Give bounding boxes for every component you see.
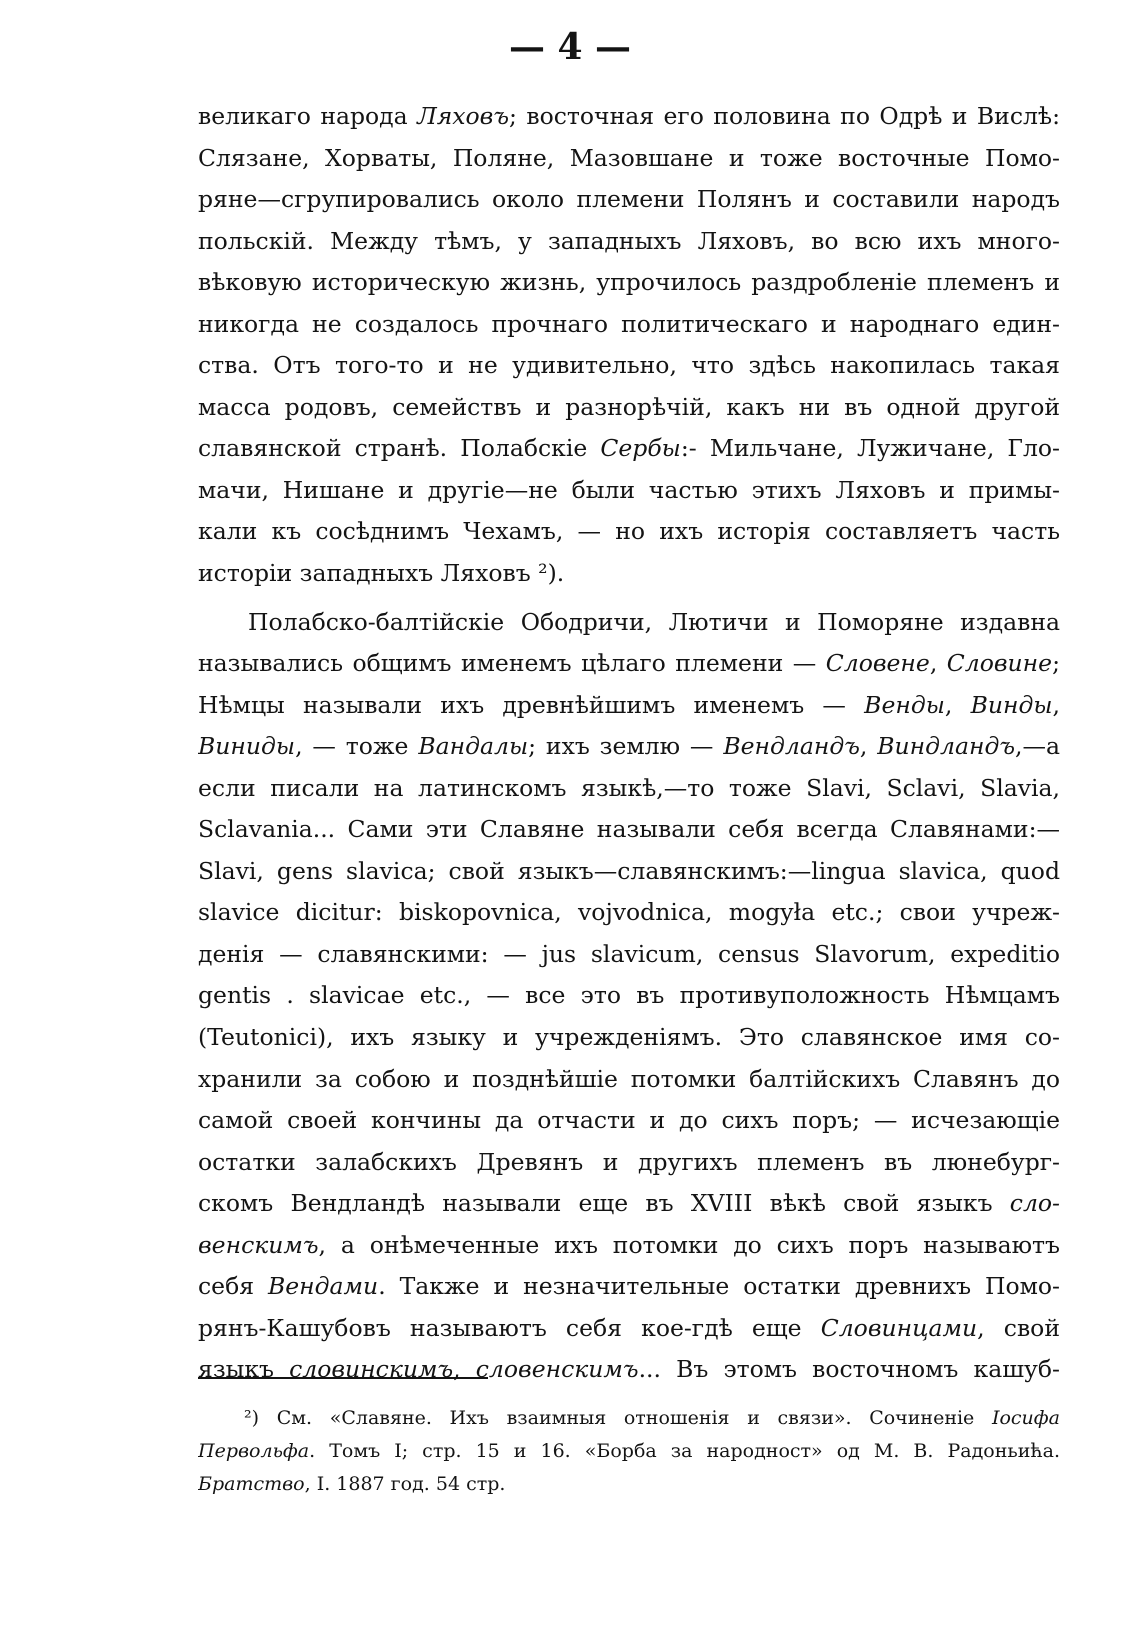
- text-line-segment: slavice dicitur: biskopovnica, vojvodnica, mogyła etc.; свои учреж-: [198, 898, 1060, 927]
- text-line-segment: Виниды: [198, 732, 296, 761]
- text-line-segment: , — тоже: [295, 732, 419, 761]
- text-line-segment: скомъ Вендландѣ называли еще въ XVIII вѣкѣ свой языкъ: [198, 1189, 1010, 1218]
- text-line-segment: ,: [859, 732, 878, 761]
- text-line: [198, 1017, 1060, 1059]
- text-line-segment: денія — славянскими: — jus slavicum, census Slavorum, expeditio: [198, 939, 1060, 968]
- text-line-segment: кали къ сосѣднимъ Чехамъ, — но ихъ исторія составляетъ часть: [198, 517, 1060, 546]
- text-line-segment: рянъ-Кашубовъ называютъ себя кое-гдѣ еще: [198, 1313, 821, 1342]
- text-line-segment: Словинцами: [820, 1313, 978, 1342]
- text-line-segment: словинскимъ: [289, 1355, 454, 1384]
- text-line-segment: вѣковую историческую жизнь, упрочилось раздробленіе племенъ и: [198, 268, 1060, 297]
- text-line: [198, 553, 1060, 595]
- text-line-segment: венскимъ: [198, 1230, 319, 1259]
- footnote-line-segment: Братство: [198, 1473, 305, 1495]
- main-text: [198, 96, 1060, 1391]
- text-line: [198, 892, 1060, 934]
- footnote-line-segment: ²) См. «Славяне. Ихъ взаимныя отношенія и связи». Сочиненіе: [244, 1407, 992, 1429]
- text-line: [198, 1308, 1060, 1350]
- text-line-segment: Полабско-балтійскіе Ободричи, Лютичи и Поморяне издавна: [248, 607, 1060, 636]
- footnote-line-segment: , I. 1887 год. 54 стр.: [304, 1473, 506, 1495]
- text-line: [198, 1142, 1060, 1184]
- text-line: [198, 138, 1060, 180]
- text-line-segment: ;: [1052, 649, 1060, 678]
- text-line-segment: Словине: [946, 649, 1053, 678]
- text-line-segment: ; ихъ землю —: [528, 732, 724, 761]
- text-line-segment: Сербы: [600, 434, 681, 463]
- text-line-segment: Винды: [970, 690, 1053, 719]
- text-line: [198, 768, 1060, 810]
- text-line: [198, 262, 1060, 304]
- text-line: [198, 643, 1060, 685]
- text-line-segment: исторіи западныхъ Ляховъ ²).: [198, 559, 565, 588]
- text-line: [198, 179, 1060, 221]
- text-line-segment: Вендами: [268, 1272, 379, 1301]
- text-line-segment: Вандалы: [418, 732, 529, 761]
- footnote-divider: [198, 1377, 488, 1379]
- text-line-segment: ряне—сгрупировались около племени Полянъ и составили народъ: [198, 185, 1060, 214]
- text-line-segment: Венды: [864, 690, 945, 719]
- footnote-line: [198, 1402, 1060, 1435]
- text-line-segment: Ляховъ: [417, 102, 510, 130]
- text-line-segment: языкъ: [198, 1355, 290, 1384]
- page-number: — 4 —: [508, 26, 632, 68]
- text-line-segment: хранили за собою и позднѣйшіе потомки балтійскихъ Славянъ до: [198, 1064, 1060, 1093]
- text-line-segment: назывались общимъ именемъ цѣлаго племени —: [198, 649, 826, 678]
- paragraph-2: [198, 602, 1060, 1391]
- text-line-segment: Виндландъ: [877, 732, 1016, 761]
- footnote-line: [198, 1435, 1060, 1468]
- text-line: [198, 96, 1060, 138]
- text-line: [198, 1225, 1060, 1267]
- text-line-segment: польскій. Между тѣмъ, у западныхъ Ляховъ, во всю ихъ много-: [198, 226, 1060, 255]
- text-line-segment: великаго народа: [198, 102, 418, 130]
- text-line-segment: Вендландъ: [723, 732, 860, 761]
- text-line-segment: самой своей кончины да отчасти и до сихъ поръ; — исчезающіе: [198, 1106, 1060, 1135]
- text-line: [198, 387, 1060, 429]
- text-line-segment: если писали на латинскомъ языкѣ,—то тоже Slavi, Sclavi, Slavia,: [198, 773, 1060, 802]
- text-line: [198, 975, 1060, 1017]
- text-line-segment: себя: [198, 1272, 268, 1301]
- paragraph-1: [198, 96, 1060, 595]
- text-line-segment: Sclavania... Сами эти Славяне называли себя всегда Славянами:—: [198, 815, 1060, 844]
- text-line-segment: ,—а: [1015, 732, 1060, 761]
- text-line-segment: (Teutonici), ихъ языку и учрежденіямъ. Это славянское имя со-: [198, 1023, 1060, 1052]
- text-line-segment: ,: [929, 649, 947, 678]
- text-line-segment: ,: [453, 1355, 476, 1384]
- text-line-segment: Слязане, Хорваты, Поляне, Мазовшане и тоже восточные Помо-: [198, 143, 1060, 172]
- text-line: [198, 1266, 1060, 1308]
- text-line: [198, 345, 1060, 387]
- text-line-segment: , свой: [977, 1313, 1060, 1342]
- text-line-segment: славянской странѣ. Полабскіе: [198, 434, 601, 463]
- text-line-segment: ства. Отъ того-то и не удивительно, что здѣсь накопилась такая: [198, 351, 1060, 380]
- text-line: [198, 470, 1060, 512]
- text-line-segment: остатки залабскихъ Древянъ и другихъ племенъ въ люнебург-: [198, 1147, 1060, 1176]
- text-line: [198, 304, 1060, 346]
- text-line-segment: мачи, Нишане и другіе—не были частью этихъ Ляховъ и примы-: [198, 475, 1060, 504]
- text-line: [198, 1100, 1060, 1142]
- text-line-segment: сло-: [1009, 1189, 1060, 1218]
- text-line: [198, 511, 1060, 553]
- text-line: [198, 809, 1060, 851]
- text-line: [198, 685, 1060, 727]
- text-line-segment: Нѣмцы называли ихъ древнѣйшимъ именемъ —: [198, 690, 865, 719]
- footnote-line: [198, 1468, 1060, 1501]
- text-line-segment: ,: [1052, 690, 1060, 719]
- text-line-segment: , а онѣмеченные ихъ потомки до сихъ поръ называютъ: [318, 1230, 1060, 1259]
- text-line-segment: ... Въ этомъ восточномъ кашуб-: [638, 1355, 1060, 1384]
- text-line-segment: Slavi, gens slavica; свой языкъ—славянскимъ:—lingua slavica, quod: [198, 856, 1060, 885]
- text-line: [198, 726, 1060, 768]
- text-line: [198, 934, 1060, 976]
- text-line-segment: словенскимъ: [475, 1355, 639, 1384]
- footnote-line-segment: . Томъ I; стр. 15 и 16. «Борба за народност» од М. В. Радоньића.: [309, 1440, 1060, 1462]
- text-line-segment: никогда не создалось прочнаго политическаго и народнаго един-: [198, 309, 1060, 338]
- text-line: [198, 851, 1060, 893]
- text-line-segment: ; восточная его половина по Одрѣ и Вислѣ:: [509, 102, 1060, 130]
- text-line: [198, 602, 1060, 644]
- text-line: [198, 1349, 1060, 1391]
- text-line-segment: масса родовъ, семействъ и разнорѣчій, какъ ни въ одной другой: [198, 392, 1060, 421]
- text-line-segment: Словене: [825, 649, 930, 678]
- text-line: [198, 1183, 1060, 1225]
- text-line: [198, 428, 1060, 470]
- text-line: [198, 221, 1060, 263]
- text-line-segment: :- Мильчане, Лужичане, Гло-: [680, 434, 1060, 463]
- text-line-segment: gentis . slavicae etc., — все это въ противуположность Нѣмцамъ: [198, 981, 1060, 1010]
- text-line-segment: . Также и незначительные остатки древнихъ Помо-: [378, 1272, 1060, 1301]
- footnote-line-segment: Іосифа: [991, 1407, 1060, 1429]
- text-line-segment: ,: [944, 690, 971, 719]
- footnotes: [198, 1402, 1060, 1501]
- footnote-line-segment: Первольфа: [198, 1440, 310, 1462]
- text-line: [198, 1059, 1060, 1101]
